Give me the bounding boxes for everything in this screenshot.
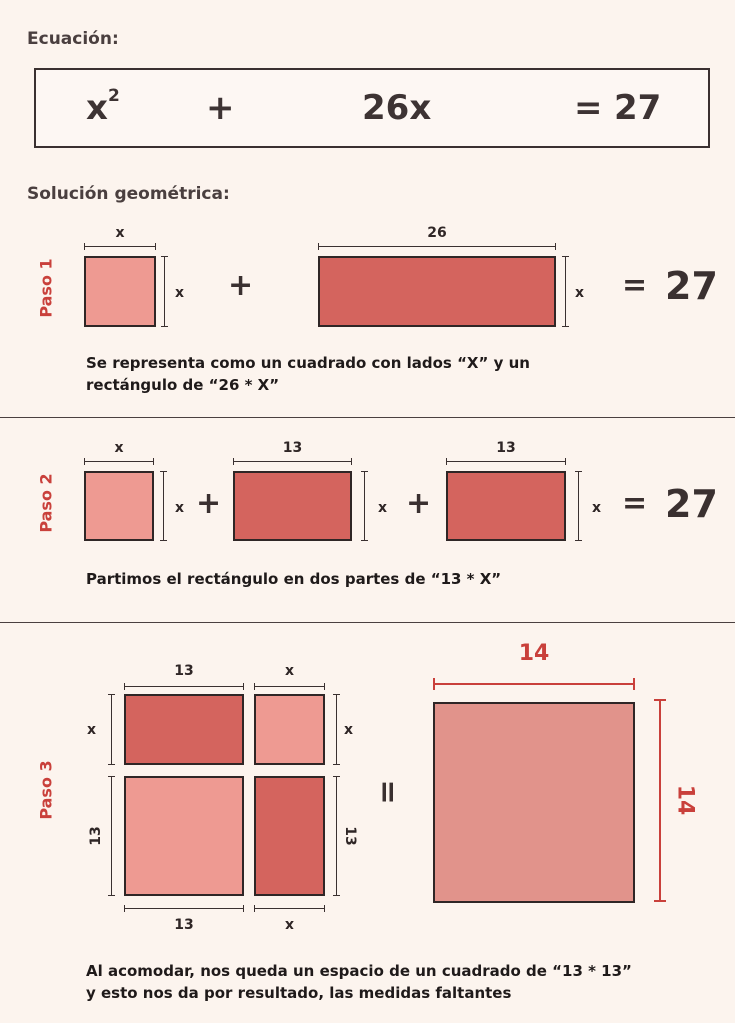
step3-top-left-dimension — [124, 686, 244, 687]
step1-rect-top-label: 26 — [427, 225, 447, 241]
step2-rect2-top-label: 13 — [496, 440, 516, 456]
step3-label: Paso 3 — [36, 760, 56, 820]
step3-equals: = — [370, 779, 406, 805]
equation-term1-exponent: 2 — [107, 85, 120, 106]
step3-description-line1: Al acomodar, nos queda un espacio de un cuadrado de “13 * 13” — [86, 962, 632, 980]
step3-description-line2: y esto nos da por resultado, las medidas faltantes — [86, 984, 512, 1002]
step2-description: Partimos el rectángulo en dos partes de “13 * X” — [86, 570, 502, 588]
step1-rect-top-dimension — [318, 246, 556, 247]
equation-plus: + — [206, 88, 235, 128]
step3-bottom-left-label: 13 — [174, 917, 194, 933]
step2-rect2-top-dimension — [446, 461, 566, 462]
step3-left-top-dimension — [111, 694, 112, 765]
step3-final-square — [433, 702, 635, 903]
step1-description-line2: rectángulo de “26 * X” — [86, 376, 280, 394]
equation-term1-base: x — [86, 88, 108, 128]
equation-result: 27 — [614, 88, 662, 128]
step1-label: Paso 1 — [36, 258, 56, 318]
step2-square — [84, 471, 154, 541]
step3-bottom-right-dimension — [254, 908, 325, 909]
step1-rectangle — [318, 256, 556, 327]
step3-final-top-dimension — [433, 683, 635, 685]
step3-right-top-label: x — [344, 722, 354, 738]
step3-left-top-label: x — [87, 722, 97, 738]
step1-rect-side-dimension — [565, 256, 566, 327]
step1-rect-side-label: x — [575, 285, 585, 301]
step3-final-top-label: 14 — [518, 641, 550, 666]
step3-square-bottom-left — [124, 776, 244, 896]
step3-final-side-dimension — [659, 699, 661, 902]
equation-heading: Ecuación: — [27, 29, 119, 49]
step2-plus1: + — [196, 486, 222, 521]
step2-square-top-dimension — [84, 461, 154, 462]
step2-rect2-side-dimension — [578, 471, 579, 541]
step1-equals: = — [622, 268, 648, 303]
step3-left-bottom-label: 13 — [88, 826, 104, 846]
step1-square-top-dimension — [84, 246, 156, 247]
step1-square-side-label: x — [175, 285, 185, 301]
step1-result: 27 — [665, 264, 718, 308]
step3-rect-bottom-right — [254, 776, 325, 896]
step2-rect2-side-label: x — [592, 500, 602, 516]
step1-plus: + — [228, 268, 254, 303]
equation-equals: = — [574, 88, 603, 128]
step3-rect-top-left — [124, 694, 244, 765]
step3-top-left-label: 13 — [174, 663, 194, 679]
step3-right-top-dimension — [336, 694, 337, 765]
step2-rect1-side-label: x — [378, 500, 388, 516]
step2-square-side-dimension — [163, 471, 164, 541]
geometric-heading: Solución geométrica: — [27, 184, 230, 204]
step2-equals: = — [622, 486, 648, 521]
step3-right-bottom-dimension — [336, 776, 337, 896]
step2-rectangle2 — [446, 471, 566, 541]
step2-separator — [0, 622, 735, 623]
step2-square-top-label: x — [114, 440, 124, 456]
step1-square-side-dimension — [164, 256, 165, 327]
step2-rect1-top-label: 13 — [282, 440, 303, 456]
step2-plus2: + — [406, 486, 432, 521]
step3-top-right-label: x — [284, 663, 295, 679]
step3-bottom-right-label: x — [284, 917, 295, 933]
step2-square-side-label: x — [175, 500, 185, 516]
step3-right-bottom-label: 13 — [342, 826, 358, 846]
step2-label: Paso 2 — [36, 473, 56, 533]
step2-rect1-side-dimension — [364, 471, 365, 541]
step3-final-side-label: 14 — [672, 784, 698, 816]
step3-bottom-left-dimension — [124, 908, 244, 909]
step3-top-right-dimension — [254, 686, 325, 687]
step2-rectangle1 — [233, 471, 352, 541]
step1-separator — [0, 417, 735, 418]
step2-rect1-top-dimension — [233, 461, 352, 462]
step1-square — [84, 256, 156, 327]
step1-square-top-label: x — [115, 225, 125, 241]
step3-left-bottom-dimension — [111, 776, 112, 896]
equation-term2: 26x — [362, 88, 432, 128]
step3-square-top-right — [254, 694, 325, 765]
step2-result: 27 — [665, 482, 718, 526]
equation-term1 — [86, 85, 120, 128]
step1-description-line1: Se representa como un cuadrado con lados “X” y un — [86, 354, 530, 372]
